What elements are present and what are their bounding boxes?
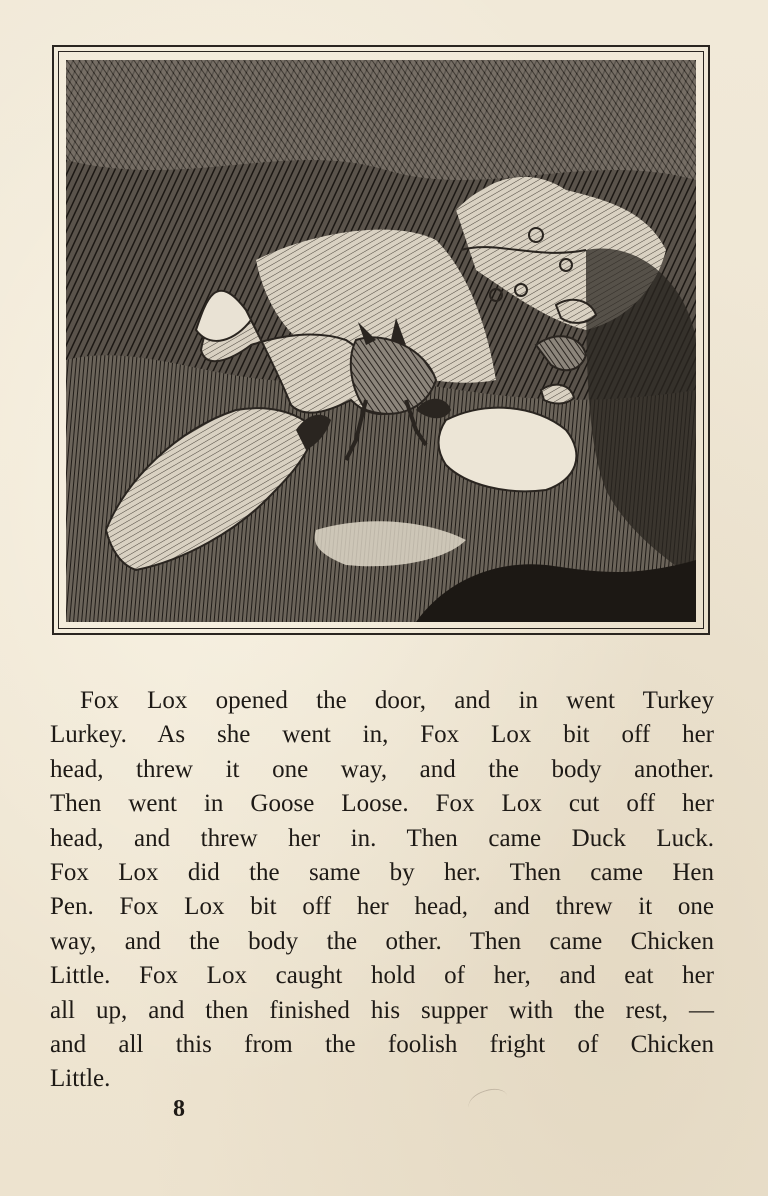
text-line: Then went in Goose Loose. Fox Lox cut off her	[50, 790, 714, 818]
text-line: way, and the body the other. Then came Chicken	[50, 927, 714, 955]
text-line: and all this from the foolish fright of Chicken	[50, 1031, 714, 1059]
text-line: Fox Lox did the same by her. Then came Hen	[50, 859, 714, 887]
story-paragraph	[50, 684, 714, 1097]
text-line: head, threw it one way, and the body another.	[50, 755, 714, 783]
text-line: all up, and then finished his supper with the rest, —	[50, 996, 714, 1024]
text-line: Pen. Fox Lox bit off her head, and threw it one	[50, 893, 714, 921]
text-line: Fox Lox opened the door, and in went Turkey	[80, 687, 714, 714]
text-line: Little.	[50, 1065, 111, 1093]
text-line: head, and threw her in. Then came Duck Luck.	[50, 824, 714, 852]
illustration-engraving	[66, 60, 696, 622]
text-line: Little. Fox Lox caught hold of her, and eat her	[50, 962, 714, 990]
text-line: Lurkey. As she went in, Fox Lox bit off her	[50, 721, 714, 749]
engraving-art	[66, 60, 696, 622]
page-number: 8	[173, 1096, 185, 1122]
